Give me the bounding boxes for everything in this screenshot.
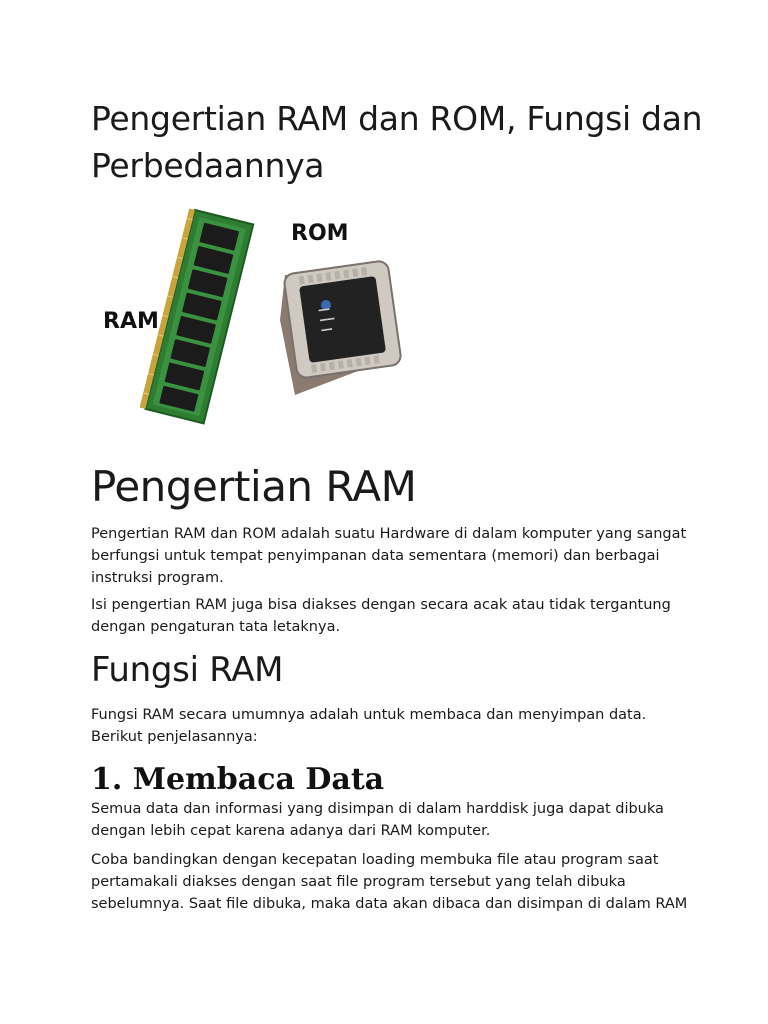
paragraph-membaca-1: Semua data dan informasi yang disimpan di dalam harddisk juga dapat dibuka dengan lebih cepat karena adanya dari RAM komputer. — [91, 801, 664, 839]
heading-fungsi-ram: Fungsi RAM — [91, 650, 284, 690]
heading-membaca-data: 1. Membaca Data — [91, 762, 385, 797]
svg-text:▬▬▬▬: ▬▬▬▬ — [319, 315, 335, 325]
rom-chip-image — [280, 260, 402, 395]
paragraph-fungsi-1: Fungsi RAM secara umumnya adalah untuk membaca dan menyimpan data. Berikut penjelasannya: — [91, 707, 647, 745]
ram-label: RAM — [103, 309, 159, 334]
heading-pengertian-ram: Pengertian RAM — [91, 462, 417, 511]
paragraph-ram-2: Isi pengertian RAM juga bisa diakses dengan secara acak atau tidak tergantung dengan pengaturan tata letaknya. — [91, 597, 671, 635]
rom-label: ROM — [291, 221, 349, 246]
paragraph-membaca-2: Coba bandingkan dengan kecepatan loading membuka file atau program saat pertamakali diakses dengan saat file program tersebut yang telah dibuka sebelumnya. Saat file dibuka, maka data akan dibaca dan disimpan di dalam RAM — [91, 852, 688, 912]
page-title: Pengertian RAM dan ROM, Fungsi dan Perbedaannya — [91, 99, 703, 185]
ram-rom-figure — [100, 205, 410, 430]
paragraph-ram-1: Pengertian RAM dan ROM adalah suatu Hardware di dalam komputer yang sangat berfungsi untuk tempat penyimpanan data sementara (memori) dan berbagai instruksi program. — [91, 526, 687, 586]
svg-text:▬▬▬: ▬▬▬ — [320, 325, 333, 334]
svg-text:▬▬▬: ▬▬▬ — [318, 305, 330, 315]
